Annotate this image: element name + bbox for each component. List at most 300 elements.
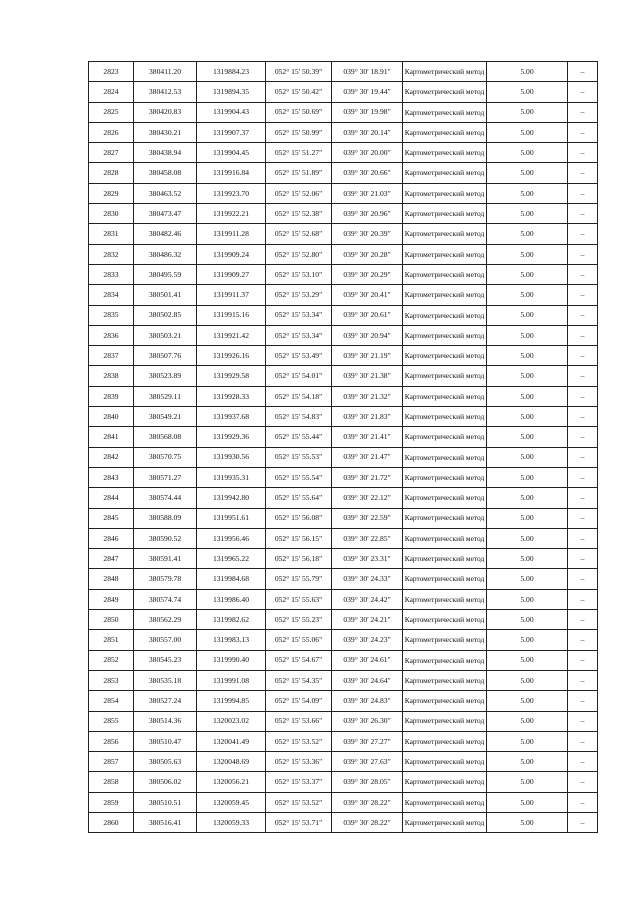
note-cell: –	[568, 731, 598, 751]
note-cell: –	[568, 305, 598, 325]
y-coordinate-cell: 1319984.68	[197, 569, 266, 589]
y-coordinate-cell: 1319942.80	[197, 488, 266, 508]
note-cell: –	[568, 528, 598, 548]
accuracy-cell: 5.00	[487, 264, 568, 284]
latitude-cell: 052° 15' 53.52"	[266, 731, 332, 751]
latitude-cell: 052° 15' 50.42"	[266, 82, 332, 102]
point-number-cell: 2828	[89, 163, 134, 183]
note-cell: –	[568, 427, 598, 447]
method-cell: Картометрический метод	[403, 285, 487, 305]
method-cell: Картометрический метод	[403, 549, 487, 569]
y-coordinate-cell: 1319916.84	[197, 163, 266, 183]
accuracy-cell: 5.00	[487, 610, 568, 630]
table-row	[89, 163, 598, 183]
note-cell: –	[568, 670, 598, 690]
table-row	[89, 488, 598, 508]
note-cell: –	[568, 285, 598, 305]
latitude-cell: 052° 15' 55.23"	[266, 610, 332, 630]
longitude-cell: 039° 30' 20.00"	[332, 143, 403, 163]
y-coordinate-cell: 1319935.31	[197, 467, 266, 487]
note-cell: –	[568, 508, 598, 528]
table-row	[89, 122, 598, 142]
latitude-cell: 052° 15' 50.69"	[266, 102, 332, 122]
table-row	[89, 224, 598, 244]
note-cell: –	[568, 589, 598, 609]
method-cell: Картометрический метод	[403, 407, 487, 427]
point-number-cell: 2825	[89, 102, 134, 122]
note-cell: –	[568, 407, 598, 427]
x-coordinate-cell: 380510.51	[134, 792, 197, 812]
note-cell: –	[568, 224, 598, 244]
method-cell: Картометрический метод	[403, 366, 487, 386]
y-coordinate-cell: 1320023.02	[197, 711, 266, 731]
latitude-cell: 052° 15' 55.64"	[266, 488, 332, 508]
latitude-cell: 052° 15' 53.71"	[266, 812, 332, 832]
y-coordinate-cell: 1320059.45	[197, 792, 266, 812]
point-number-cell: 2849	[89, 589, 134, 609]
longitude-cell: 039° 30' 24.21"	[332, 610, 403, 630]
latitude-cell: 052° 15' 56.18"	[266, 549, 332, 569]
table-row	[89, 204, 598, 224]
accuracy-cell: 5.00	[487, 772, 568, 792]
accuracy-cell: 5.00	[487, 711, 568, 731]
point-number-cell: 2827	[89, 143, 134, 163]
x-coordinate-cell: 380506.02	[134, 772, 197, 792]
x-coordinate-cell: 380495.59	[134, 264, 197, 284]
method-cell: Картометрический метод	[403, 752, 487, 772]
table-row	[89, 264, 598, 284]
point-number-cell: 2853	[89, 670, 134, 690]
latitude-cell: 052° 15' 54.18"	[266, 386, 332, 406]
method-cell: Картометрический метод	[403, 325, 487, 345]
x-coordinate-cell: 380574.44	[134, 488, 197, 508]
longitude-cell: 039° 30' 20.28"	[332, 244, 403, 264]
y-coordinate-cell: 1319965.22	[197, 549, 266, 569]
table-row	[89, 366, 598, 386]
accuracy-cell: 5.00	[487, 752, 568, 772]
x-coordinate-cell: 380588.09	[134, 508, 197, 528]
longitude-cell: 039° 30' 24.64"	[332, 670, 403, 690]
table-row	[89, 630, 598, 650]
latitude-cell: 052° 15' 53.37"	[266, 772, 332, 792]
note-cell: –	[568, 346, 598, 366]
y-coordinate-cell: 1320059.33	[197, 812, 266, 832]
table-row	[89, 467, 598, 487]
latitude-cell: 052° 15' 56.08"	[266, 508, 332, 528]
latitude-cell: 052° 15' 52.38"	[266, 204, 332, 224]
accuracy-cell: 5.00	[487, 285, 568, 305]
method-cell: Картометрический метод	[403, 386, 487, 406]
x-coordinate-cell: 380486.32	[134, 244, 197, 264]
y-coordinate-cell: 1319994.85	[197, 691, 266, 711]
latitude-cell: 052° 15' 54.35"	[266, 670, 332, 690]
longitude-cell: 039° 30' 20.29"	[332, 264, 403, 284]
y-coordinate-cell: 1319911.28	[197, 224, 266, 244]
method-cell: Картометрический метод	[403, 630, 487, 650]
accuracy-cell: 5.00	[487, 488, 568, 508]
accuracy-cell: 5.00	[487, 528, 568, 548]
latitude-cell: 052° 15' 55.79"	[266, 569, 332, 589]
table-row	[89, 508, 598, 528]
table-row	[89, 62, 598, 82]
longitude-cell: 039° 30' 24.42"	[332, 589, 403, 609]
x-coordinate-cell: 380502.85	[134, 305, 197, 325]
x-coordinate-cell: 380501.41	[134, 285, 197, 305]
y-coordinate-cell: 1320056.21	[197, 772, 266, 792]
longitude-cell: 039° 30' 18.91"	[332, 62, 403, 82]
method-cell: Картометрический метод	[403, 508, 487, 528]
accuracy-cell: 5.00	[487, 325, 568, 345]
point-number-cell: 2847	[89, 549, 134, 569]
method-cell: Картометрический метод	[403, 812, 487, 832]
latitude-cell: 052° 15' 54.09"	[266, 691, 332, 711]
table-row	[89, 407, 598, 427]
note-cell: –	[568, 610, 598, 630]
y-coordinate-cell: 1319951.61	[197, 508, 266, 528]
accuracy-cell: 5.00	[487, 62, 568, 82]
x-coordinate-cell: 380579.78	[134, 569, 197, 589]
x-coordinate-cell: 380420.83	[134, 102, 197, 122]
accuracy-cell: 5.00	[487, 366, 568, 386]
note-cell: –	[568, 102, 598, 122]
y-coordinate-cell: 1320048.69	[197, 752, 266, 772]
y-coordinate-cell: 1319990.40	[197, 650, 266, 670]
y-coordinate-cell: 1319983.13	[197, 630, 266, 650]
y-coordinate-cell: 1319930.56	[197, 447, 266, 467]
longitude-cell: 039° 30' 24.61"	[332, 650, 403, 670]
longitude-cell: 039° 30' 20.41"	[332, 285, 403, 305]
y-coordinate-cell: 1320041.49	[197, 731, 266, 751]
point-number-cell: 2844	[89, 488, 134, 508]
y-coordinate-cell: 1319904.45	[197, 143, 266, 163]
y-coordinate-cell: 1319909.24	[197, 244, 266, 264]
x-coordinate-cell: 380574.74	[134, 589, 197, 609]
accuracy-cell: 5.00	[487, 427, 568, 447]
table-row	[89, 812, 598, 832]
point-number-cell: 2859	[89, 792, 134, 812]
latitude-cell: 052° 15' 53.52"	[266, 792, 332, 812]
method-cell: Картометрический метод	[403, 467, 487, 487]
x-coordinate-cell: 380482.46	[134, 224, 197, 244]
point-number-cell: 2857	[89, 752, 134, 772]
x-coordinate-cell: 380411.20	[134, 62, 197, 82]
accuracy-cell: 5.00	[487, 386, 568, 406]
table-row	[89, 792, 598, 812]
x-coordinate-cell: 380458.08	[134, 163, 197, 183]
accuracy-cell: 5.00	[487, 630, 568, 650]
latitude-cell: 052° 15' 55.44"	[266, 427, 332, 447]
note-cell: –	[568, 772, 598, 792]
note-cell: –	[568, 711, 598, 731]
accuracy-cell: 5.00	[487, 792, 568, 812]
table-row	[89, 691, 598, 711]
longitude-cell: 039° 30' 21.41"	[332, 427, 403, 447]
table-row	[89, 325, 598, 345]
note-cell: –	[568, 569, 598, 589]
point-number-cell: 2842	[89, 447, 134, 467]
note-cell: –	[568, 447, 598, 467]
table-row	[89, 143, 598, 163]
accuracy-cell: 5.00	[487, 508, 568, 528]
latitude-cell: 052° 15' 53.29"	[266, 285, 332, 305]
note-cell: –	[568, 752, 598, 772]
latitude-cell: 052° 15' 55.06"	[266, 630, 332, 650]
y-coordinate-cell: 1319894.35	[197, 82, 266, 102]
longitude-cell: 039° 30' 20.66"	[332, 163, 403, 183]
accuracy-cell: 5.00	[487, 163, 568, 183]
point-number-cell: 2829	[89, 183, 134, 203]
method-cell: Картометрический метод	[403, 772, 487, 792]
method-cell: Картометрический метод	[403, 204, 487, 224]
y-coordinate-cell: 1319982.62	[197, 610, 266, 630]
y-coordinate-cell: 1319921.42	[197, 325, 266, 345]
method-cell: Картометрический метод	[403, 670, 487, 690]
point-number-cell: 2824	[89, 82, 134, 102]
longitude-cell: 039° 30' 27.63"	[332, 752, 403, 772]
note-cell: –	[568, 143, 598, 163]
note-cell: –	[568, 630, 598, 650]
accuracy-cell: 5.00	[487, 183, 568, 203]
latitude-cell: 052° 15' 50.99"	[266, 122, 332, 142]
longitude-cell: 039° 30' 20.94"	[332, 325, 403, 345]
table-row	[89, 244, 598, 264]
point-number-cell: 2838	[89, 366, 134, 386]
accuracy-cell: 5.00	[487, 204, 568, 224]
accuracy-cell: 5.00	[487, 731, 568, 751]
longitude-cell: 039° 30' 21.72"	[332, 467, 403, 487]
accuracy-cell: 5.00	[487, 143, 568, 163]
latitude-cell: 052° 15' 55.53"	[266, 447, 332, 467]
note-cell: –	[568, 62, 598, 82]
x-coordinate-cell: 380527.24	[134, 691, 197, 711]
point-number-cell: 2856	[89, 731, 134, 751]
note-cell: –	[568, 488, 598, 508]
latitude-cell: 052° 15' 51.89"	[266, 163, 332, 183]
point-number-cell: 2850	[89, 610, 134, 630]
latitude-cell: 052° 15' 51.27"	[266, 143, 332, 163]
latitude-cell: 052° 15' 56.15"	[266, 528, 332, 548]
longitude-cell: 039° 30' 28.22"	[332, 812, 403, 832]
table-row	[89, 569, 598, 589]
x-coordinate-cell: 380438.94	[134, 143, 197, 163]
accuracy-cell: 5.00	[487, 122, 568, 142]
point-number-cell: 2854	[89, 691, 134, 711]
point-number-cell: 2846	[89, 528, 134, 548]
y-coordinate-cell: 1319915.16	[197, 305, 266, 325]
accuracy-cell: 5.00	[487, 549, 568, 569]
note-cell: –	[568, 183, 598, 203]
point-number-cell: 2831	[89, 224, 134, 244]
x-coordinate-cell: 380523.89	[134, 366, 197, 386]
latitude-cell: 052° 15' 53.10"	[266, 264, 332, 284]
y-coordinate-cell: 1319926.16	[197, 346, 266, 366]
longitude-cell: 039° 30' 24.83"	[332, 691, 403, 711]
x-coordinate-cell: 380503.21	[134, 325, 197, 345]
table-row	[89, 285, 598, 305]
x-coordinate-cell: 380510.47	[134, 731, 197, 751]
method-cell: Картометрический метод	[403, 224, 487, 244]
method-cell: Картометрический метод	[403, 711, 487, 731]
longitude-cell: 039° 30' 20.96"	[332, 204, 403, 224]
point-number-cell: 2852	[89, 650, 134, 670]
point-number-cell: 2845	[89, 508, 134, 528]
point-number-cell: 2855	[89, 711, 134, 731]
method-cell: Картометрический метод	[403, 610, 487, 630]
coordinates-table	[88, 61, 598, 833]
x-coordinate-cell: 380549.21	[134, 407, 197, 427]
y-coordinate-cell: 1319929.58	[197, 366, 266, 386]
x-coordinate-cell: 380514.36	[134, 711, 197, 731]
point-number-cell: 2835	[89, 305, 134, 325]
point-number-cell: 2839	[89, 386, 134, 406]
point-number-cell: 2832	[89, 244, 134, 264]
longitude-cell: 039° 30' 20.61"	[332, 305, 403, 325]
latitude-cell: 052° 15' 55.63"	[266, 589, 332, 609]
point-number-cell: 2830	[89, 204, 134, 224]
method-cell: Картометрический метод	[403, 792, 487, 812]
method-cell: Картометрический метод	[403, 62, 487, 82]
latitude-cell: 052° 15' 54.83"	[266, 407, 332, 427]
latitude-cell: 052° 15' 53.36"	[266, 752, 332, 772]
method-cell: Картометрический метод	[403, 346, 487, 366]
accuracy-cell: 5.00	[487, 670, 568, 690]
x-coordinate-cell: 380430.21	[134, 122, 197, 142]
method-cell: Картометрический метод	[403, 305, 487, 325]
point-number-cell: 2826	[89, 122, 134, 142]
method-cell: Картометрический метод	[403, 163, 487, 183]
table-row	[89, 102, 598, 122]
x-coordinate-cell: 380535.18	[134, 670, 197, 690]
note-cell: –	[568, 244, 598, 264]
accuracy-cell: 5.00	[487, 346, 568, 366]
accuracy-cell: 5.00	[487, 244, 568, 264]
x-coordinate-cell: 380529.11	[134, 386, 197, 406]
note-cell: –	[568, 366, 598, 386]
latitude-cell: 052° 15' 53.66"	[266, 711, 332, 731]
table-row	[89, 183, 598, 203]
accuracy-cell: 5.00	[487, 447, 568, 467]
y-coordinate-cell: 1319884.23	[197, 62, 266, 82]
method-cell: Картометрический метод	[403, 528, 487, 548]
method-cell: Картометрический метод	[403, 427, 487, 447]
table-row	[89, 650, 598, 670]
x-coordinate-cell: 380568.08	[134, 427, 197, 447]
x-coordinate-cell: 380463.52	[134, 183, 197, 203]
latitude-cell: 052° 15' 52.06"	[266, 183, 332, 203]
latitude-cell: 052° 15' 52.80"	[266, 244, 332, 264]
longitude-cell: 039° 30' 21.03"	[332, 183, 403, 203]
accuracy-cell: 5.00	[487, 102, 568, 122]
table-row	[89, 772, 598, 792]
table-row	[89, 346, 598, 366]
x-coordinate-cell: 380557.00	[134, 630, 197, 650]
latitude-cell: 052° 15' 50.39"	[266, 62, 332, 82]
y-coordinate-cell: 1319929.36	[197, 427, 266, 447]
method-cell: Картометрический метод	[403, 264, 487, 284]
point-number-cell: 2840	[89, 407, 134, 427]
longitude-cell: 039° 30' 27.27"	[332, 731, 403, 751]
table-row	[89, 305, 598, 325]
note-cell: –	[568, 264, 598, 284]
y-coordinate-cell: 1319904.43	[197, 102, 266, 122]
latitude-cell: 052° 15' 52.68"	[266, 224, 332, 244]
x-coordinate-cell: 380516.41	[134, 812, 197, 832]
y-coordinate-cell: 1319923.70	[197, 183, 266, 203]
longitude-cell: 039° 30' 19.98"	[332, 102, 403, 122]
x-coordinate-cell: 380571.27	[134, 467, 197, 487]
method-cell: Картометрический метод	[403, 488, 487, 508]
longitude-cell: 039° 30' 23.31"	[332, 549, 403, 569]
method-cell: Картометрический метод	[403, 589, 487, 609]
table-row	[89, 711, 598, 731]
table-row	[89, 610, 598, 630]
longitude-cell: 039° 30' 21.83"	[332, 407, 403, 427]
point-number-cell: 2833	[89, 264, 134, 284]
y-coordinate-cell: 1319911.37	[197, 285, 266, 305]
table-row	[89, 589, 598, 609]
table-row	[89, 427, 598, 447]
y-coordinate-cell: 1319956.46	[197, 528, 266, 548]
method-cell: Картометрический метод	[403, 731, 487, 751]
longitude-cell: 039° 30' 20.39"	[332, 224, 403, 244]
method-cell: Картометрический метод	[403, 82, 487, 102]
table-row	[89, 752, 598, 772]
method-cell: Картометрический метод	[403, 143, 487, 163]
point-number-cell: 2860	[89, 812, 134, 832]
note-cell: –	[568, 549, 598, 569]
accuracy-cell: 5.00	[487, 691, 568, 711]
method-cell: Картометрический метод	[403, 244, 487, 264]
point-number-cell: 2836	[89, 325, 134, 345]
note-cell: –	[568, 650, 598, 670]
longitude-cell: 039° 30' 28.22"	[332, 792, 403, 812]
accuracy-cell: 5.00	[487, 650, 568, 670]
note-cell: –	[568, 691, 598, 711]
longitude-cell: 039° 30' 21.32"	[332, 386, 403, 406]
y-coordinate-cell: 1319986.40	[197, 589, 266, 609]
accuracy-cell: 5.00	[487, 224, 568, 244]
note-cell: –	[568, 792, 598, 812]
latitude-cell: 052° 15' 54.67"	[266, 650, 332, 670]
longitude-cell: 039° 30' 19.44"	[332, 82, 403, 102]
coordinates-table-body	[89, 62, 598, 833]
longitude-cell: 039° 30' 22.12"	[332, 488, 403, 508]
x-coordinate-cell: 380505.63	[134, 752, 197, 772]
note-cell: –	[568, 812, 598, 832]
table-row	[89, 447, 598, 467]
x-coordinate-cell: 380570.75	[134, 447, 197, 467]
point-number-cell: 2848	[89, 569, 134, 589]
table-row	[89, 528, 598, 548]
accuracy-cell: 5.00	[487, 569, 568, 589]
longitude-cell: 039° 30' 21.19"	[332, 346, 403, 366]
method-cell: Картометрический метод	[403, 569, 487, 589]
note-cell: –	[568, 163, 598, 183]
longitude-cell: 039° 30' 24.33"	[332, 569, 403, 589]
longitude-cell: 039° 30' 22.59"	[332, 508, 403, 528]
table-row	[89, 82, 598, 102]
note-cell: –	[568, 82, 598, 102]
x-coordinate-cell: 380590.52	[134, 528, 197, 548]
table-row	[89, 731, 598, 751]
table-row	[89, 549, 598, 569]
longitude-cell: 039° 30' 22.85"	[332, 528, 403, 548]
longitude-cell: 039° 30' 20.14"	[332, 122, 403, 142]
table-row	[89, 386, 598, 406]
accuracy-cell: 5.00	[487, 812, 568, 832]
point-number-cell: 2837	[89, 346, 134, 366]
method-cell: Картометрический метод	[403, 122, 487, 142]
